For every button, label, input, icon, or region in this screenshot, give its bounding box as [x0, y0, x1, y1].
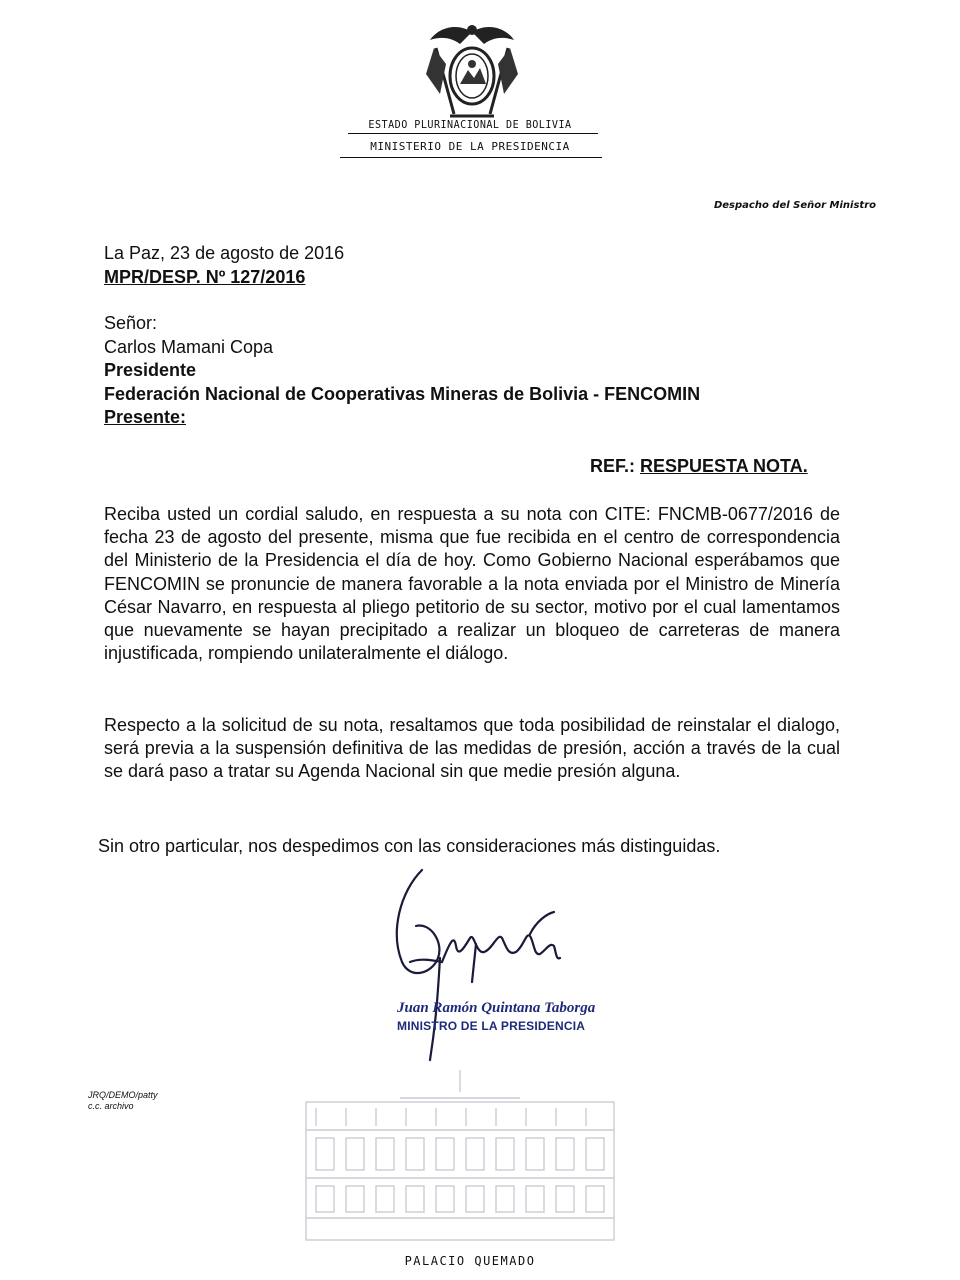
- palace-watermark-icon: [300, 1068, 620, 1244]
- signer-name: Juan Ramón Quintana Taborga: [397, 1000, 596, 1016]
- palace-label: PALACIO QUEMADO: [404, 1254, 536, 1268]
- place-date: La Paz, 23 de agosto de 2016: [104, 243, 345, 263]
- coat-of-arms-icon: [416, 14, 528, 124]
- letterhead-divider: [340, 157, 602, 158]
- reference-line: [590, 455, 808, 477]
- body-paragraph: Reciba usted un cordial saludo, en respuesta a su nota con CITE: FNCMB-0677/2016 de fecha 23 de agosto del presente, misma que fue recibida en el centro de correspondencia del Ministerio de la Presidencia el día de hoy. Como Gobierno Nacional esperábamos que FENCOMIN se pronuncie de manera favorable a la nota enviada por el Ministro de Minería César Navarro, en respuesta al pliego petitorio de su sector, motivo por el cual lamentamos que nuevamente se hayan precipitado a realizar un bloqueo de carreteras de manera injustificada, rompiendo unilateralmente el diálogo.: [104, 504, 840, 664]
- recipient-organization: Federación Nacional de Cooperativas Mineras de Bolivia - FENCOMIN: [104, 383, 701, 404]
- office-label: Despacho del Señor Ministro: [713, 200, 876, 211]
- recipient-presente: Presente:: [104, 407, 187, 427]
- institution-name: ESTADO PLURINACIONAL DE BOLIVIA: [368, 118, 572, 131]
- letterhead-divider: [348, 133, 598, 134]
- signer-title: MINISTRO DE LA PRESIDENCIA: [397, 1019, 586, 1033]
- reference-initials: [88, 1090, 158, 1112]
- cite-number: MPR/DESP. Nº 127/2016: [104, 267, 306, 287]
- body-paragraph: Respecto a la solicitud de su nota, resaltamos que toda posibilidad de reinstalar el dialogo, será previa a la suspensión definitiva de las medidas de presión, acción a través de la cual se dará paso a tratar su Agenda Nacional sin que medie presión alguna.: [104, 715, 840, 782]
- reference-value: RESPUESTA NOTA.: [640, 456, 808, 476]
- initials-line: JRQ/DEMO/patty: [88, 1090, 158, 1100]
- reference-label: REF.:: [590, 456, 635, 476]
- closing-line: Sin otro particular, nos despedimos con las consideraciones más distinguidas.: [98, 836, 721, 856]
- ministry-name: MINISTERIO DE LA PRESIDENCIA: [370, 140, 570, 153]
- recipient-block: [104, 312, 700, 430]
- cc-line: c.c. archivo: [88, 1101, 134, 1111]
- recipient-salutation: Señor:: [104, 313, 158, 333]
- recipient-name: Carlos Mamani Copa: [104, 336, 274, 357]
- recipient-title: Presidente: [104, 360, 197, 380]
